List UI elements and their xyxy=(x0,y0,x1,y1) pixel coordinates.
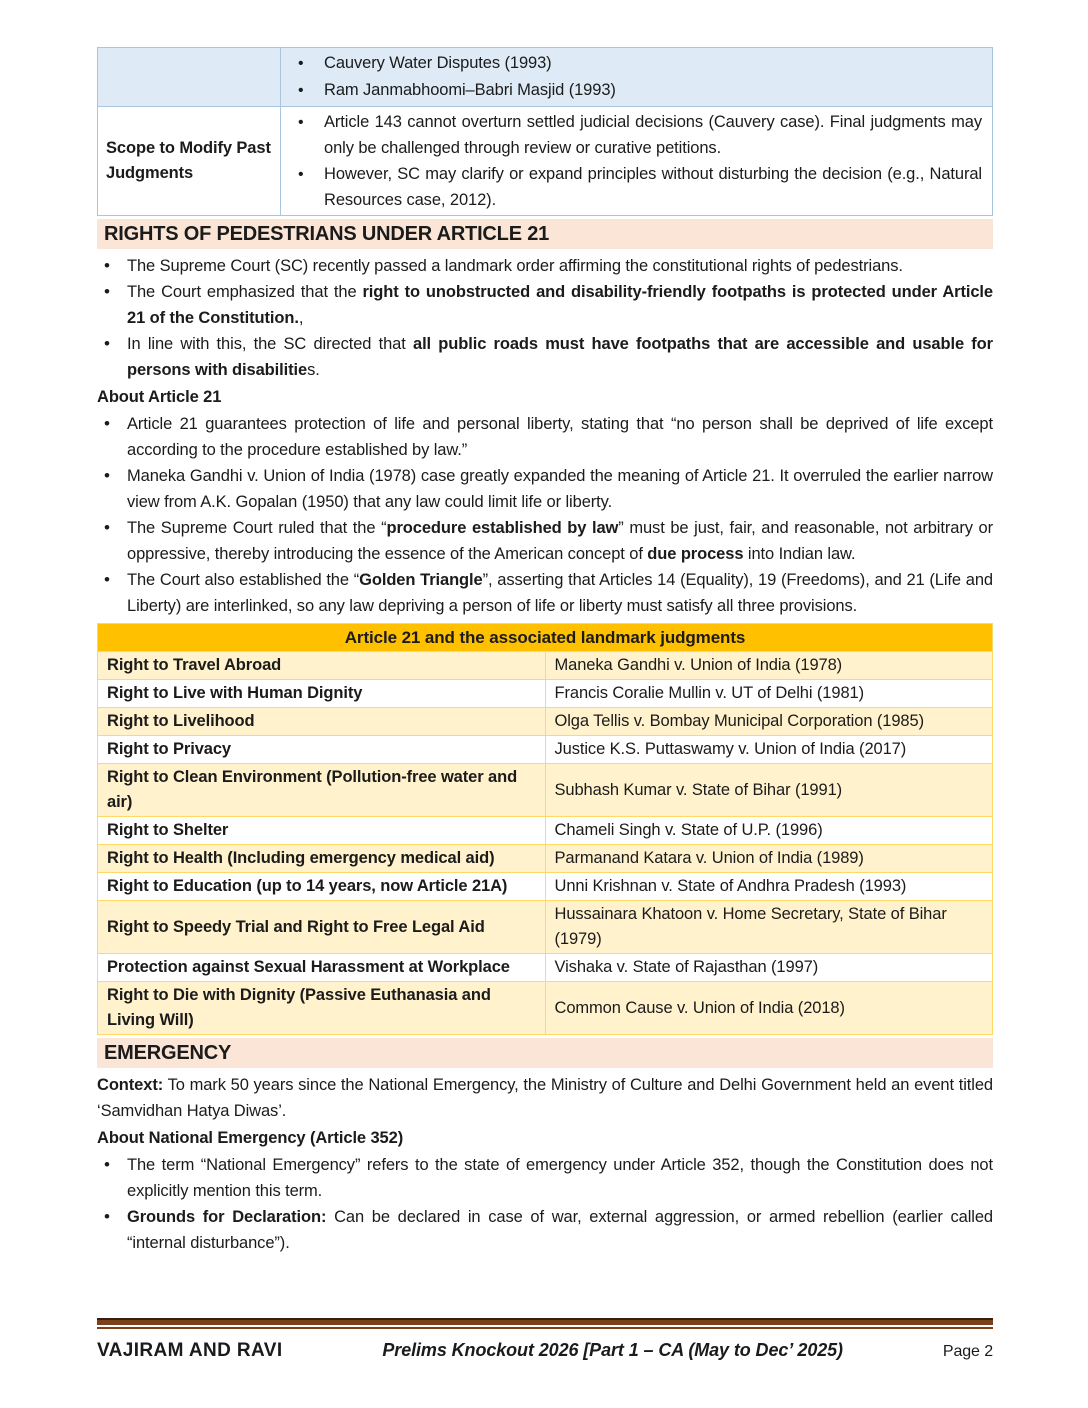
table-row xyxy=(98,680,993,708)
list-item-text: Ram Janmabhoomi–Babri Masjid (1993) xyxy=(324,81,616,99)
bullet-icon xyxy=(97,253,127,279)
list-item-text: The term “National Emergency” refers to the state of emergency under Article 352, though the Constitution does not explicitly mention this term. xyxy=(127,1156,993,1200)
list-item xyxy=(281,50,992,77)
page-footer xyxy=(97,1318,993,1365)
table-label-cell xyxy=(98,48,281,107)
list-item-text: Grounds for Declaration: Can be declared in case of war, external aggression, or armed rebellion (earlier called “internal disturbance”). xyxy=(127,1208,993,1252)
list-item xyxy=(97,1152,993,1204)
footer-rule-thick xyxy=(97,1318,993,1325)
case-cell: Common Cause v. Union of India (2018) xyxy=(545,982,993,1035)
page-number: Page 2 xyxy=(942,1343,993,1360)
case-cell: Francis Coralie Mullin v. UT of Delhi (1981) xyxy=(545,680,993,708)
list-item-text: Article 21 guarantees protection of life and personal liberty, stating that “no person shall be deprived of life except according to the procedure established by law.” xyxy=(127,415,993,459)
case-cell: Parmanand Katara v. Union of India (1989) xyxy=(545,845,993,873)
list-item-text: In line with this, the SC directed that all public roads must have footpaths that are accessible and usable for persons with disabilities. xyxy=(127,335,993,379)
case-cell: Subhash Kumar v. State of Bihar (1991) xyxy=(545,764,993,817)
bullet-icon xyxy=(97,515,127,541)
section-heading-pedestrians: RIGHTS OF PEDESTRIANS UNDER ARTICLE 21 xyxy=(97,219,993,249)
list-item-text: Article 143 cannot overturn settled judicial decisions (Cauvery case). Final judgments may only be challenged through review or curative petitions. xyxy=(324,113,982,157)
table-label-cell: Scope to Modify Past Judgments xyxy=(98,107,281,216)
bullet-icon xyxy=(97,331,127,357)
table-row xyxy=(98,708,993,736)
right-cell: Right to Shelter xyxy=(98,817,546,845)
bullet-icon xyxy=(97,1152,127,1178)
footer-rule-thin xyxy=(97,1327,993,1329)
bullet-icon xyxy=(97,567,127,593)
bullet-icon xyxy=(97,411,127,437)
context-paragraph: Context: To mark 50 years since the National Emergency, the Ministry of Culture and Delhi Government held an event titled ‘Samvidhan Hatya Diwas’. xyxy=(97,1076,993,1120)
list-item-text: The Supreme Court ruled that the “procedure established by law” must be just, fair, and reasonable, not arbitrary or oppressive, thereby introducing the essence of the American concept of due process into Indian law. xyxy=(127,519,993,563)
right-cell: Protection against Sexual Harassment at Workplace xyxy=(98,954,546,982)
list-item xyxy=(97,331,993,383)
table-title: Article 21 and the associated landmark judgments xyxy=(98,624,993,652)
bullet-icon xyxy=(97,1204,127,1230)
table-row xyxy=(98,954,993,982)
subheading-about-article-21: About Article 21 xyxy=(97,388,222,406)
case-cell: Vishaka v. State of Rajasthan (1997) xyxy=(545,954,993,982)
bullet-icon xyxy=(281,161,324,188)
footer-text-row xyxy=(97,1337,993,1365)
list-item-text: The Supreme Court (SC) recently passed a landmark order affirming the constitutional rights of pedestrians. xyxy=(127,257,903,275)
right-cell: Right to Livelihood xyxy=(98,708,546,736)
list-item-text: However, SC may clarify or expand principles without disturbing the decision (e.g., Natural Resources case, 2012). xyxy=(324,165,982,209)
list-item-text: The Court emphasized that the right to unobstructed and disability-friendly footpaths is protected under Article 21 of the Constitution., xyxy=(127,283,993,327)
case-cell: Olga Tellis v. Bombay Municipal Corporation (1985) xyxy=(545,708,993,736)
list-item xyxy=(97,567,993,619)
list-item xyxy=(97,253,993,279)
right-cell: Right to Privacy xyxy=(98,736,546,764)
list-item xyxy=(97,515,993,567)
table-row xyxy=(98,845,993,873)
list-item xyxy=(97,411,993,463)
case-cell: Justice K.S. Puttaswamy v. Union of India (2017) xyxy=(545,736,993,764)
article21-judgments-table xyxy=(97,623,993,1035)
right-cell: Right to Live with Human Dignity xyxy=(98,680,546,708)
case-cell: Hussainara Khatoon v. Home Secretary, State of Bihar (1979) xyxy=(545,901,993,954)
table-header-row xyxy=(98,624,993,652)
bullet-icon xyxy=(281,50,324,77)
list-item-text: Cauvery Water Disputes (1993) xyxy=(324,54,552,72)
bullet-icon xyxy=(281,109,324,136)
list-item xyxy=(281,109,992,161)
right-cell: Right to Clean Environment (Pollution-free water and air) xyxy=(98,764,546,817)
scope-to-modify-table xyxy=(97,47,993,216)
list-item xyxy=(281,161,992,213)
table-row xyxy=(98,652,993,680)
bullet-icon xyxy=(281,77,324,104)
table-row xyxy=(98,873,993,901)
case-cell: Chameli Singh v. State of U.P. (1996) xyxy=(545,817,993,845)
page-content xyxy=(97,47,993,1256)
right-cell: Right to Die with Dignity (Passive Euthanasia and Living Will) xyxy=(98,982,546,1035)
bullet-icon xyxy=(97,463,127,489)
subheading-national-emergency: About National Emergency (Article 352) xyxy=(97,1129,404,1147)
section-heading-emergency: EMERGENCY xyxy=(97,1038,993,1068)
case-cell: Maneka Gandhi v. Union of India (1978) xyxy=(545,652,993,680)
list-item xyxy=(97,1204,993,1256)
brand-name: VAJIRAM AND RAVI xyxy=(97,1340,283,1361)
table-row xyxy=(98,901,993,954)
list-item-text: The Court also established the “Golden Triangle”, asserting that Articles 14 (Equality), 19 (Freedoms), and 21 (Life and Liberty) are interlinked, so any law depriving a person of life or liberty must satisfy all three provisions. xyxy=(127,571,993,615)
case-cell: Unni Krishnan v. State of Andhra Pradesh (1993) xyxy=(545,873,993,901)
bullet-icon xyxy=(97,279,127,305)
table-row xyxy=(98,817,993,845)
table-content-cell xyxy=(281,107,993,216)
right-cell: Right to Travel Abroad xyxy=(98,652,546,680)
table-content-cell xyxy=(281,48,993,107)
table-row xyxy=(98,736,993,764)
list-item xyxy=(97,463,993,515)
list-item xyxy=(281,77,992,104)
list-item xyxy=(97,279,993,331)
list-item-text: Maneka Gandhi v. Union of India (1978) case greatly expanded the meaning of Article 21. It overruled the earlier narrow view from A.K. Gopalan (1950) that any law could limit life or liberty. xyxy=(127,467,993,511)
booklet-title: Prelims Knockout 2026 [Part 1 – CA (May to Dec’ 2025) xyxy=(382,1340,843,1360)
right-cell: Right to Education (up to 14 years, now Article 21A) xyxy=(98,873,546,901)
right-cell: Right to Health (Including emergency medical aid) xyxy=(98,845,546,873)
table-row xyxy=(98,48,993,107)
right-cell: Right to Speedy Trial and Right to Free Legal Aid xyxy=(98,901,546,954)
table-row xyxy=(98,107,993,216)
table-row xyxy=(98,982,993,1035)
table-row xyxy=(98,764,993,817)
